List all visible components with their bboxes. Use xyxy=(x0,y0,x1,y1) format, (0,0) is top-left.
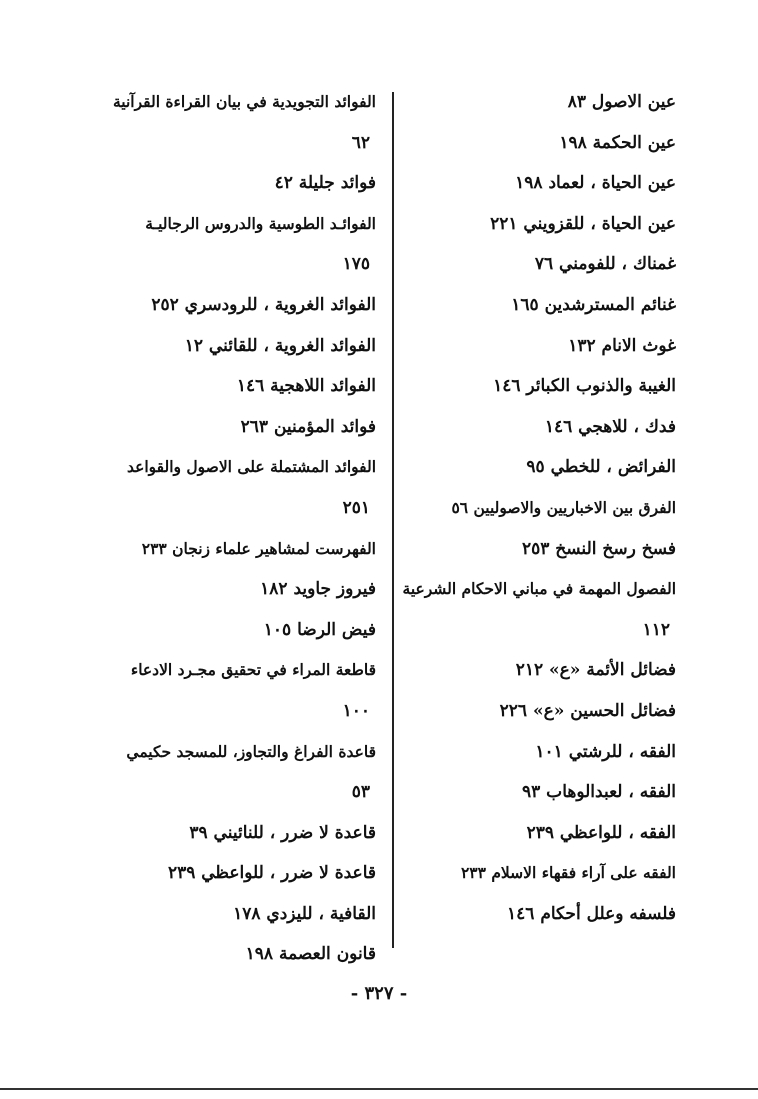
index-entry: القافية ، لليزدي ١٧٨ xyxy=(233,903,376,924)
index-entry: الفوائد المشتملة على الاصول والقواعد xyxy=(126,457,376,477)
index-entry-page-number: ٦٢ xyxy=(351,132,370,153)
index-entry: قانون العصمة ١٩٨ xyxy=(245,944,376,965)
index-entry: الفوائد اللاهجية ١٤٦ xyxy=(236,376,376,397)
index-entry-page-number: ٥٣ xyxy=(351,782,370,803)
index-entry: الفوائد الغروية ، للقائني ١٢ xyxy=(184,335,376,356)
index-column-left xyxy=(98,82,376,975)
index-entry: الفقه ، للرشتي ١٠١ xyxy=(535,741,676,762)
index-entry-page-number: ١١٢ xyxy=(642,619,670,640)
index-entry: فلسفه وعلل أحكام ١٤٦ xyxy=(507,903,676,924)
index-entry: فسخ رسخ النسخ ٢٥٣ xyxy=(521,538,676,559)
page-number: - ٣٢٧ - xyxy=(350,983,408,1004)
index-entry: فوائد جليلة ٤٢ xyxy=(274,173,376,194)
index-entry: فوائد المؤمنين ٢٦٣ xyxy=(240,416,376,437)
index-entry: فضائل الحسين «ع» ٢٢٦ xyxy=(499,700,676,721)
index-entry: غمناك ، للفومني ٧٦ xyxy=(534,254,676,275)
index-entry: قاعدة لا ضرر ، للنائيني ٣٩ xyxy=(189,822,376,843)
index-entry: الفقه ، لعبدالوهاب ٩٣ xyxy=(522,782,676,803)
index-entry: الفرائض ، للخطي ٩٥ xyxy=(526,457,676,478)
index-entry: الغيبة والذنوب الكبائر ١٤٦ xyxy=(493,376,676,397)
index-entry: عين الحياة ، لعماد ١٩٨ xyxy=(515,173,676,194)
index-entry: فيروز جاويد ١٨٢ xyxy=(260,579,376,600)
index-entry: عين الحكمة ١٩٨ xyxy=(559,132,676,153)
index-entry: الفوائد الغروية ، للرودسري ٢٥٢ xyxy=(151,294,376,315)
index-entry: عين الاصول ٨٣ xyxy=(567,92,676,112)
index-entry: قاعدة لا ضرر ، للواعظي ٢٣٩ xyxy=(167,863,376,884)
index-entry: الفوائـد الطوسية والدروس الرجاليـة xyxy=(145,213,376,233)
index-entry: قاعدة الفراغ والتجاوز، للمسجد حكيمي xyxy=(126,741,376,761)
index-entry: غنائم المسترشدين ١٦٥ xyxy=(511,294,676,315)
index-entry: الفرق بين الاخباريين والاصوليين ٥٦ xyxy=(451,497,676,517)
index-entry: الفقه على آراء فقهاء الاسلام ٢٣٣ xyxy=(460,863,676,883)
index-entry: الفوائد التجويدية في بيان القراءة القرآنية xyxy=(112,92,376,111)
index-entry-page-number: ١٠٠ xyxy=(342,700,370,721)
index-entry: فيض الرضا ١٠٥ xyxy=(263,619,376,640)
index-entry-page-number: ٢٥١ xyxy=(342,497,370,518)
index-column-right xyxy=(402,82,676,934)
index-entry: الفقه ، للواعظي ٢٣٩ xyxy=(526,822,676,843)
index-entry: فضائل الأئمة «ع» ٢١٢ xyxy=(515,660,676,681)
index-entry: غوث الانام ١٣٢ xyxy=(568,335,676,356)
bottom-edge-line xyxy=(0,1088,758,1090)
index-entry: الفصول المهمة في مباني الاحكام الشرعية xyxy=(402,579,676,599)
index-entry: فدك ، للاهجي ١٤٦ xyxy=(544,416,676,437)
index-entry: عين الحياة ، للقزويني ٢٢١ xyxy=(490,213,676,234)
index-entry-page-number: ١٧٥ xyxy=(342,254,370,275)
index-entry: قاطعة المراء في تحقيق مجـرد الادعاء xyxy=(130,660,376,680)
column-divider xyxy=(392,92,394,948)
index-entry: الفهرست لمشاهير علماء زنجان ٢٣٣ xyxy=(141,538,376,558)
